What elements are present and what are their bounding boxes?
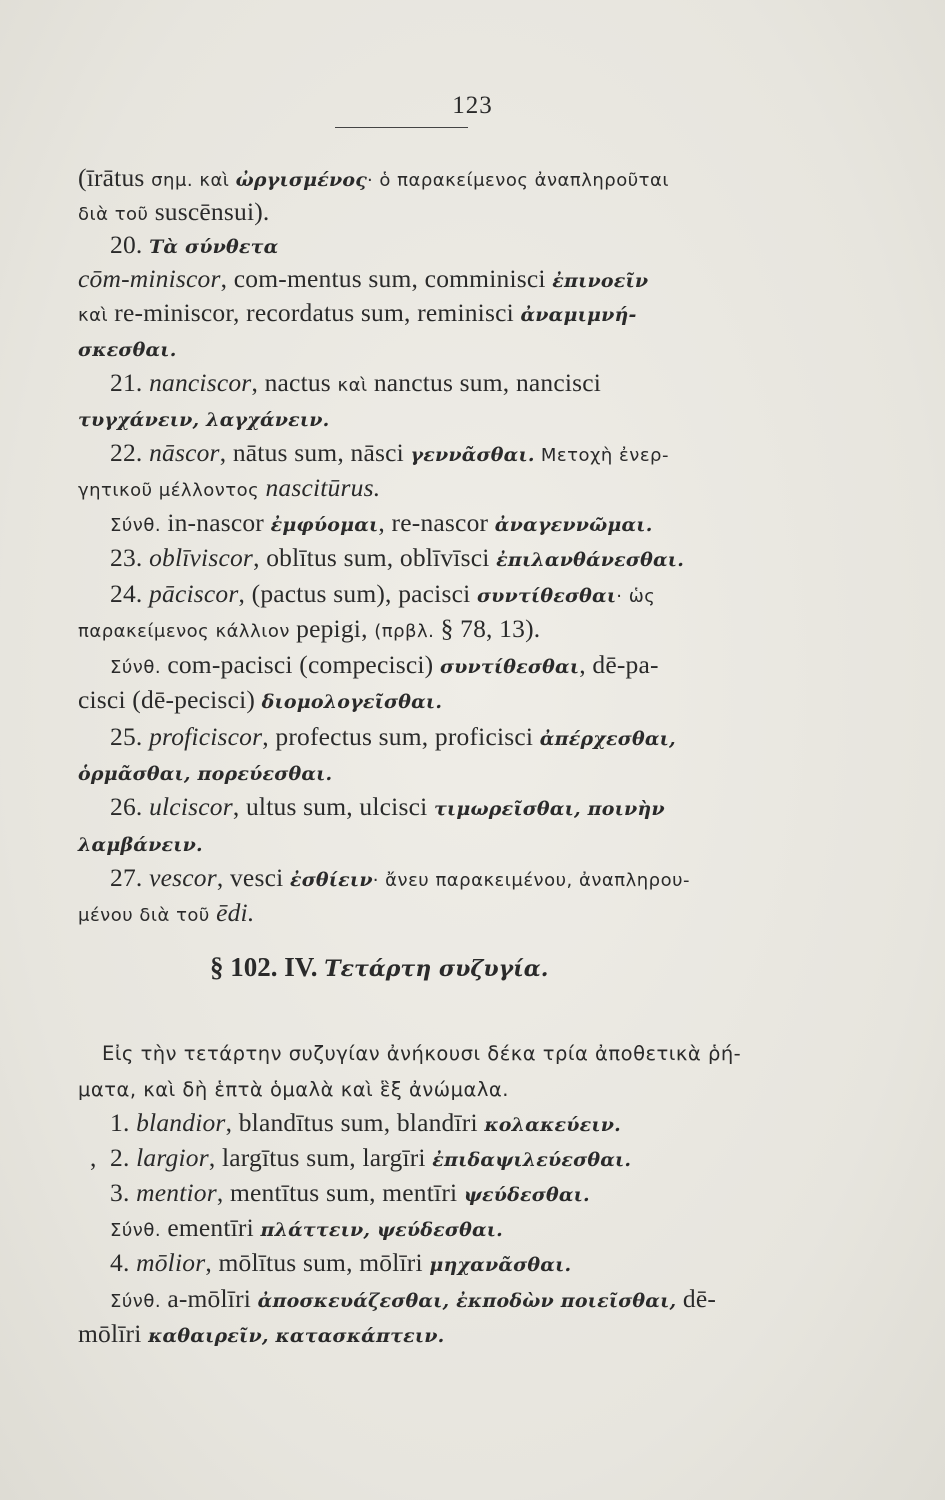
greek-text: ματα, καὶ δὴ ἑπτὰ ὁμαλὰ καὶ ἓξ ἀνώμαλα.: [78, 1078, 509, 1101]
item-number: 21.: [110, 368, 150, 397]
greek-term: καθαιρεῖν, κατασκάπτειν.: [148, 1325, 445, 1347]
greek-term: τυγχάνειν, λαγχάνειν.: [78, 409, 330, 431]
item-number: 23.: [110, 543, 150, 572]
text-line: [78, 1073, 798, 1105]
section-sign: §: [210, 952, 224, 982]
greek-term: ὠργισμένος: [235, 169, 367, 191]
greek-term: ψεύδεσθαι.: [463, 1184, 590, 1206]
greek-text: Σύνθ.: [110, 515, 168, 536]
latin-text: , re-nascor: [378, 508, 495, 537]
section-title: Τετάρτη συζυγία.: [324, 956, 549, 982]
latin-text: , nātus sum, nāsci: [219, 438, 411, 467]
item-number: 26.: [110, 792, 150, 821]
latin-text: suscēnsui).: [154, 197, 270, 226]
text-line: [78, 614, 798, 647]
latin-headword: largior: [136, 1143, 209, 1172]
item-number: 4.: [110, 1248, 137, 1277]
greek-text: · ὁ παρακείμενος ἀναπληροῦται: [366, 170, 669, 191]
greek-term: γεννᾶσθαι.: [410, 444, 535, 466]
greek-term: πλάττειν, ψεύδεσθαι.: [260, 1219, 503, 1241]
item-number: 2.: [110, 1143, 137, 1172]
text-line: [102, 1037, 822, 1069]
latin-headword: nanciscor: [149, 368, 252, 397]
greek-text: μένου διὰ τοῦ: [78, 905, 217, 926]
latin-text: , profectus sum, proficisci: [262, 722, 540, 751]
greek-text: Σύνθ.: [110, 657, 168, 678]
section-roman-numeral: IV.: [284, 952, 318, 982]
latin-text: , ultus sum, ulcisci: [232, 792, 434, 821]
text-line: [78, 333, 798, 365]
greek-term: ἐπιλανθάνεσθαι.: [496, 549, 685, 571]
text-line: [110, 1213, 830, 1246]
greek-text: παρακείμενος κάλλιον: [78, 621, 297, 642]
latin-headword: oblīviscor: [149, 543, 254, 572]
latin-text: , mōlītus sum, mōlīri: [205, 1248, 430, 1277]
text-line: [78, 828, 798, 860]
text-line: [110, 792, 830, 824]
latin-text: , oblītus sum, oblīvīsci: [253, 543, 497, 572]
latin-text: , nactus: [251, 368, 338, 397]
text-line: [78, 473, 798, 506]
greek-term: σκεσθαι.: [78, 339, 177, 361]
greek-term: ἀπέρχεσθαι,: [539, 728, 676, 750]
greek-term: ἀναγεννῶμαι.: [494, 514, 653, 536]
text-line: [110, 230, 830, 262]
section-number: 102.: [230, 952, 278, 982]
page-number-rule: [335, 127, 468, 128]
greek-term: κολακεύειν.: [484, 1114, 621, 1136]
greek-text: καὶ: [337, 375, 374, 396]
greek-term: ἀποσκευάζεσθαι, ἐκποδὼν ποιεῖσθαι,: [257, 1290, 677, 1312]
greek-term: Τὰ σύνθετα: [149, 236, 279, 258]
latin-text: , largītus sum, largīri: [208, 1143, 433, 1172]
latin-text: pepigi,: [296, 614, 375, 643]
text-line: [110, 543, 830, 575]
text-line: [78, 298, 798, 331]
latin-headword: nāscor: [149, 438, 220, 467]
text-line: [78, 1319, 798, 1351]
text-line: [110, 1178, 830, 1210]
latin-text: ementīri: [167, 1213, 261, 1242]
latin-text: re-miniscor, recordatus sum, reminisci: [114, 298, 521, 327]
latin-text: nanctus sum, nancisci: [373, 368, 602, 397]
latin-headword: vescor: [149, 863, 217, 892]
latin-text: cisci (dē-pecisci): [78, 685, 262, 714]
latin-text: a-mōlīri: [167, 1284, 258, 1313]
cross-reference: § 78, 13).: [440, 614, 541, 643]
greek-term: συντίθεσθαι: [439, 656, 580, 678]
greek-term: ἐπινοεῖν: [552, 270, 649, 292]
greek-text: · ἄνευ παρακειμένου, ἀναπληρου-: [372, 870, 691, 891]
text-line: [78, 898, 798, 931]
greek-term: διομολογεῖσθαι.: [261, 691, 443, 713]
text-line: [110, 1108, 830, 1140]
text-line: [78, 264, 798, 296]
latin-headword: ulciscor: [149, 792, 233, 821]
greek-term: ἐπιδαψιλεύεσθαι.: [432, 1149, 632, 1171]
text-line: [110, 1143, 830, 1175]
text-line: [110, 722, 830, 754]
text-line: [110, 1248, 830, 1280]
latin-headword: nascitūrus.: [265, 473, 381, 502]
greek-term: τιμωρεῖσθαι, ποινὴν: [433, 798, 665, 820]
item-number: 24.: [110, 579, 143, 608]
text-line: [78, 403, 798, 435]
item-number: 1.: [110, 1108, 137, 1137]
latin-text: , mentītus sum, mentīri: [216, 1178, 464, 1207]
latin-text: com-pacisci (compecisci): [167, 650, 440, 679]
greek-text: (πρβλ.: [374, 621, 441, 642]
margin-mark: ,: [90, 1143, 97, 1172]
greek-term: μηχανᾶσθαι.: [429, 1254, 572, 1276]
greek-term: ὁρμᾶσθαι, πορεύεσθαι.: [78, 763, 333, 785]
greek-term: λαμβάνειν.: [78, 834, 203, 856]
text-line: [78, 197, 798, 230]
greek-term: ἀναμιμνή-: [520, 304, 637, 326]
text-line: [78, 685, 798, 717]
item-number: 20.: [110, 230, 150, 259]
latin-text: dē-: [676, 1284, 717, 1313]
latin-text: (īrātus: [78, 163, 152, 192]
greek-text: καὶ: [78, 305, 115, 326]
item-number: 27.: [110, 863, 150, 892]
greek-term: συντίθεσθαι: [476, 585, 617, 607]
latin-headword: mentior: [136, 1178, 217, 1207]
greek-term: ἐσθίειν: [289, 869, 373, 891]
greek-text: · ὡς: [616, 586, 656, 607]
latin-text: in-nascor: [167, 508, 271, 537]
greek-text: Εἰς τὴν τετάρτην συζυγίαν ἀνήκουσι δέκα τρία ἀποθετικὰ ῥή-: [102, 1042, 742, 1065]
latin-text: , (pactus sum), pacisci: [238, 579, 477, 608]
latin-headword: ēdi.: [216, 898, 255, 927]
text-line: [110, 368, 830, 401]
greek-text: Σύνθ.: [110, 1220, 168, 1241]
latin-text: , blandītus sum, blandīri: [225, 1108, 485, 1137]
item-number: 22.: [110, 438, 150, 467]
text-line: [110, 508, 830, 541]
text-line: [110, 1284, 830, 1317]
latin-text: , vesci: [216, 863, 290, 892]
text-line: [110, 650, 830, 683]
text-line: [110, 438, 830, 471]
latin-headword: proficiscor: [149, 722, 263, 751]
text-line: [110, 579, 830, 612]
latin-text: mōlīri: [78, 1319, 149, 1348]
text-line: [110, 863, 830, 896]
item-number: 3.: [110, 1178, 137, 1207]
latin-headword: mōlior: [136, 1248, 206, 1277]
item-number: 25.: [110, 722, 150, 751]
latin-headword: pāciscor: [142, 579, 239, 608]
latin-headword: cōm-miniscor: [78, 264, 221, 293]
greek-term: ἐμφύομαι: [270, 514, 379, 536]
text-line: [78, 163, 798, 196]
greek-text: σημ. καὶ: [151, 170, 236, 191]
section-heading: [210, 952, 548, 983]
greek-text: Μετοχὴ ἐνερ-: [534, 445, 669, 466]
latin-text: , com-mentus sum, comminisci: [220, 264, 553, 293]
text-line: [78, 757, 798, 789]
page-number: 123: [452, 92, 493, 119]
latin-headword: blandior: [136, 1108, 226, 1137]
greek-text: Σύνθ.: [110, 1291, 168, 1312]
latin-text: , dē-pa-: [579, 650, 659, 679]
greek-text: γητικοῦ μέλλοντος: [78, 480, 266, 501]
greek-text: διὰ τοῦ: [78, 204, 155, 225]
